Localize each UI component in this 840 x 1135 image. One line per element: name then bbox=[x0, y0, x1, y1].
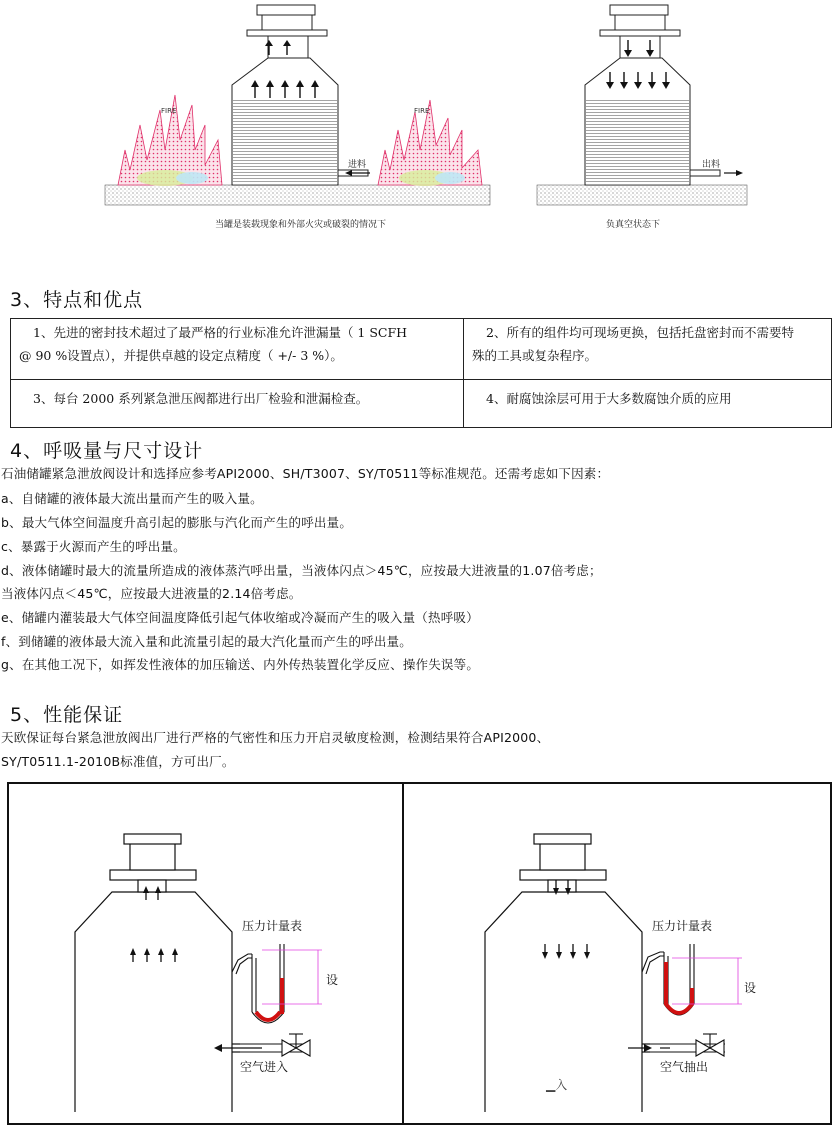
section4-line-f: f、到储罐的液体最大流入量和此流量引起的最大汽化量而产生的呼出量。 bbox=[1, 634, 413, 649]
feature-cell-1: 1、先进的密封技术超过了最严格的行业标准允许泄漏量（ 1 SCFH @ 90 %设置点），并提供卓越的设定点精度（ +/- 3 %）。 bbox=[11, 319, 464, 380]
fire-label-left: FIRE bbox=[161, 107, 177, 115]
air-outlet-pipe-right bbox=[650, 1034, 725, 1056]
section4-line-d: d、液体储罐时最大的流量所造成的液体蒸汽呼出量，当液体闪点＞45℃，应按最大进液量的1.07倍考虑； bbox=[1, 563, 602, 578]
section4-line-b: b、最大气体空间温度升高引起的膨胀与汽化而产生的呼出量。 bbox=[1, 515, 353, 530]
section5-heading: 5、性能保证 bbox=[10, 704, 124, 726]
feature-cell-3: 3、每台 2000 系列紧急泄压阀都进行出厂检验和泄漏检查。 bbox=[11, 380, 464, 428]
top-illustration bbox=[0, 0, 840, 260]
features-table bbox=[10, 318, 832, 428]
ground-right bbox=[537, 185, 747, 205]
section4-line-intro: 石油储罐紧急泄放阀设计和选择应参考API2000、SH/T3007、SY/T0511等标准规范。还需考虑如下因素： bbox=[1, 466, 610, 481]
fire-label-right: FIRE bbox=[414, 107, 430, 115]
pressure-gauge-left bbox=[232, 944, 322, 1023]
set-label-left: 设 bbox=[326, 973, 339, 987]
test-tank-right bbox=[485, 834, 650, 1112]
up-arrows-icon bbox=[130, 886, 178, 962]
inlet-label: 进料 bbox=[348, 160, 367, 170]
air-out-label: 空气抽出 bbox=[660, 1060, 709, 1074]
section5-line-2: SY/T0511.1-2010B标准值，方可出厂。 bbox=[1, 754, 235, 769]
section4-line-d2: 当液体闪点＜45℃，应按最大进液量的2.14倍考虑。 bbox=[1, 586, 302, 601]
ground-left bbox=[105, 185, 490, 205]
set-label-right: 设 bbox=[744, 981, 757, 995]
outlet-label: 出料 bbox=[702, 160, 721, 170]
pressure-gauge-right bbox=[642, 944, 742, 1015]
test-diagram-illustration bbox=[0, 782, 840, 1125]
air-out-arrow-icon bbox=[628, 1044, 670, 1052]
section5-line-1: 天欧保证每台紧急泄放阀出厂进行严格的气密性和压力开启灵敏度检测，检测结果符合API2000、 bbox=[1, 730, 550, 745]
section4-line-g: g、在其他工况下，如挥发性液体的加压输送、内外传热装置化学反应、操作失误等。 bbox=[1, 657, 480, 672]
air-inlet-pipe-left bbox=[240, 1034, 310, 1056]
section3-heading: 3、特点和优点 bbox=[10, 289, 144, 311]
section4-line-e: e、储罐内灌装最大气体空间温度降低引起气体收缩或冷凝而产生的吸入量（热呼吸） bbox=[1, 610, 479, 625]
feature-cell-4: 4、耐腐蚀涂层可用于大多数腐蚀介质的应用 bbox=[464, 380, 832, 428]
bottom-fragment-text: ▁入 bbox=[546, 1078, 568, 1092]
test-tank-left bbox=[75, 834, 240, 1112]
gauge-label-left: 压力计量表 bbox=[242, 919, 303, 933]
left-caption: 当罐是装载现象和外部火灾或破裂的情况下 bbox=[215, 220, 387, 230]
fire-right-icon bbox=[378, 100, 482, 186]
section4-line-a: a、自储罐的液体最大流出量而产生的吸入量。 bbox=[1, 491, 263, 506]
feature-cell-2: 2、所有的组件均可现场更换，包括托盘密封而不需要特 殊的工具或复杂程序。 bbox=[464, 319, 832, 380]
gauge-label-right: 压力计量表 bbox=[652, 919, 713, 933]
right-caption: 负真空状态下 bbox=[606, 220, 661, 230]
air-in-label: 空气进入 bbox=[240, 1060, 289, 1074]
air-in-arrow-icon bbox=[214, 1044, 262, 1052]
section4-line-c: c、暴露于火源而产生的呼出量。 bbox=[1, 539, 186, 554]
section4-heading: 4、呼吸量与尺寸设计 bbox=[10, 440, 204, 462]
